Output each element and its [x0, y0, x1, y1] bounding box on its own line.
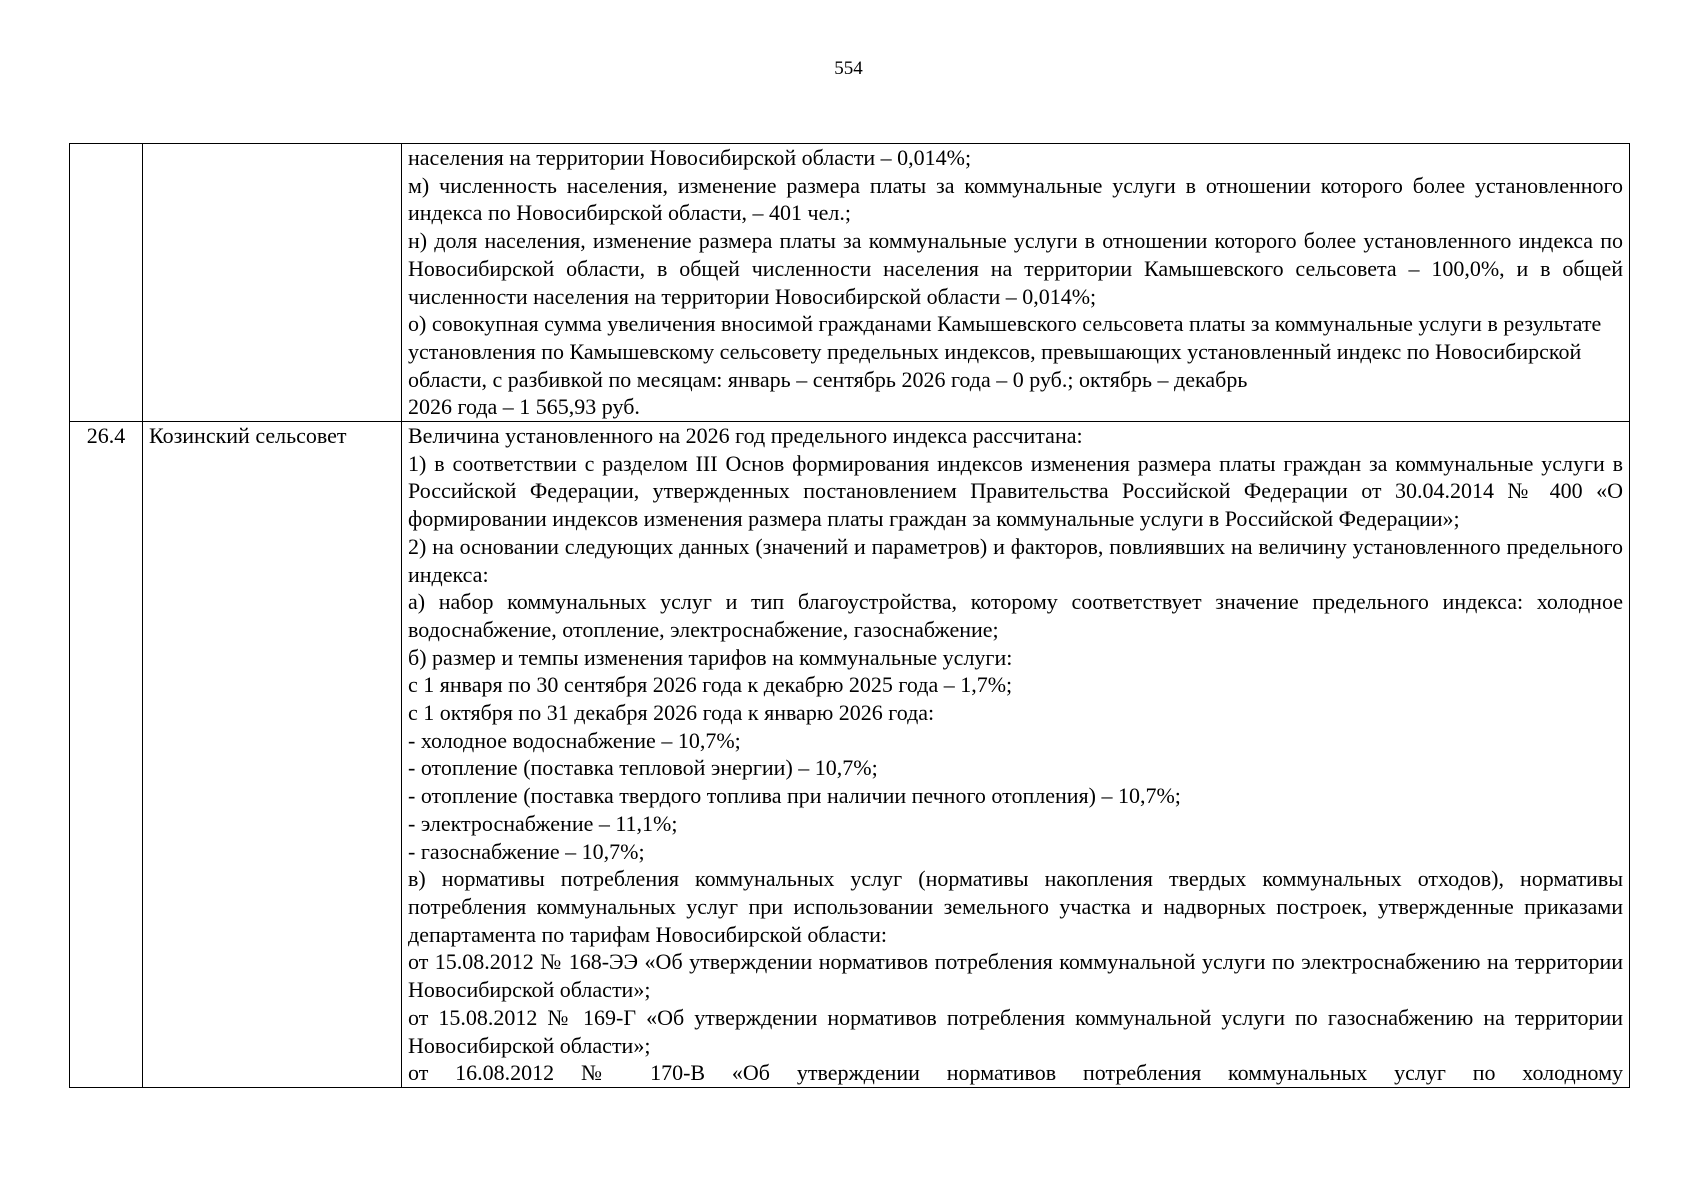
row-description-cell: [402, 144, 1630, 422]
paragraph: с 1 октября по 31 декабря 2026 года к январю 2026 года:: [408, 700, 935, 726]
paragraph: о) совокупная сумма увеличения вносимой гражданами Камышевского сельсовета платы за коммунальные услуги в результате установления по Камышевскому сельсовету предельных индексов, превышающих установленный индекс по Новосибирской области, с разбивкой по месяцам: январь – сентябрь 2026 года – 0 руб.; октябрь – декабрь: [408, 311, 1602, 392]
paragraph: 1) в соответствии с разделом III Основ формирования индексов изменения размера платы граждан за коммунальные услуги в Российской Федерации, утвержденных постановлением Правительства Российской Федерации от 30.04.2014 № 400 «О формировании индексов изменения размера платы граждан за коммунальные услуги в Российской Федерации»;: [408, 450, 1623, 532]
paragraph: - электроснабжение – 11,1%;: [408, 810, 678, 836]
paragraph: а) набор коммунальных услуг и тип благоустройства, которому соответствует значение предельного индекса: холодное водоснабжение, отопление, электроснабжение, газоснабжение;: [408, 589, 1623, 642]
paragraph: - отопление (поставка твердого топлива при наличии печного отопления) – 10,7%;: [408, 783, 1181, 809]
paragraph: - газоснабжение – 10,7%;: [408, 838, 645, 864]
paragraph: в) нормативы потребления коммунальных услуг (нормативы накопления твердых коммунальных отходов), нормативы потребления коммунальных услуг при использовании земельного участка и надворных построек, утвержденные приказами департамента по тарифам Новосибирской области:: [408, 866, 1623, 947]
paragraph: с 1 января по 30 сентября 2026 года к декабрю 2025 года – 1,7%;: [408, 672, 1013, 698]
paragraph: - холодное водоснабжение – 10,7%;: [408, 727, 741, 753]
paragraph: 2) на основании следующих данных (значений и параметров) и факторов, повлиявших на величину установленного предельного индекса:: [408, 533, 1623, 587]
paragraph: 2026 года – 1 565,93 руб.: [408, 394, 640, 420]
paragraph: от 15.08.2012 № 169-Г «Об утверждении нормативов потребления коммунальной услуги по газоснабжению на территории Новосибирской области»;: [408, 1004, 1623, 1058]
row-number-cell: [70, 144, 143, 422]
paragraph: Величина установленного на 2026 год предельного индекса рассчитана:: [408, 423, 1083, 449]
row-name-cell: [143, 144, 402, 422]
paragraph: от 16.08.2012 № 170-В «Об утверждении нормативов потребления коммунальных услуг по холодному: [408, 1060, 1623, 1086]
paragraph: б) размер и темпы изменения тарифов на коммунальные услуги:: [408, 644, 1013, 670]
page-number: 554: [834, 58, 863, 79]
table-row-continuation: [70, 144, 1630, 422]
document-table: [69, 143, 1630, 1088]
paragraph: м) численность населения, изменение размера платы за коммунальные услуги в отношении которого более установленного индекса по Новосибирской области, – 401 чел.;: [408, 172, 1623, 226]
paragraph: населения на территории Новосибирской области – 0,014%;: [408, 145, 972, 170]
paragraph: - отопление (поставка тепловой энергии) – 10,7%;: [408, 755, 878, 781]
paragraph: от 15.08.2012 № 168-ЭЭ «Об утверждении нормативов потребления коммунальной услуги по электроснабжению на территории Новосибирской области»;: [408, 949, 1623, 1003]
paragraph: н) доля населения, изменение размера платы за коммунальные услуги в отношении которого более установленного индекса по Новосибирской области, в общей численности населения на территории Камышевского сельсовета – 100,0%, и в общей численности населения на территории Новосибирской области – 0,014%;: [408, 228, 1623, 309]
row-number-cell: 26.4: [70, 422, 143, 1088]
row-description-cell: [402, 422, 1630, 1088]
row-name-cell: Козинский сельсовет: [143, 422, 402, 1088]
table-row-26-4: [70, 422, 1630, 1088]
